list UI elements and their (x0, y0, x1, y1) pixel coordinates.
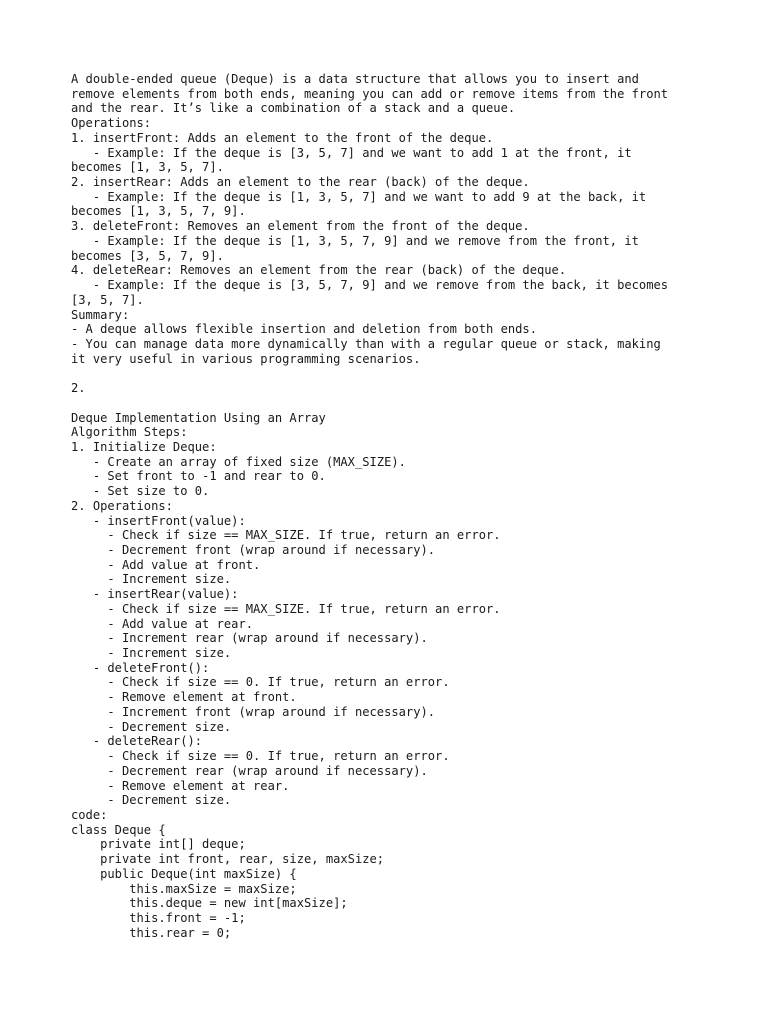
text-line: and the rear. It’s like a combination of a stack and a queue. (71, 101, 516, 116)
text-line: - Check if size == MAX_SIZE. If true, return an error. (71, 601, 501, 616)
text-line: - Decrement size. (71, 793, 232, 808)
text-line: - Example: If the deque is [3, 5, 7] and we want to add 1 at the front, it (71, 145, 632, 160)
text-line: becomes [3, 5, 7, 9]. (71, 248, 224, 263)
text-line: - deleteFront(): (71, 660, 210, 675)
text-line: Deque Implementation Using an Array (71, 410, 326, 425)
text-line: - Check if size == MAX_SIZE. If true, return an error. (71, 528, 501, 543)
text-line: 2. Operations: (71, 498, 173, 513)
text-line: - A deque allows flexible insertion and deletion from both ends. (71, 322, 537, 337)
text-line: - deleteRear(): (71, 734, 203, 749)
text-line (71, 366, 711, 381)
text-line: - Check if size == 0. If true, return an error. (71, 749, 450, 764)
text-line: it very useful in various programming scenarios. (71, 351, 421, 366)
text-line: - Add value at front. (71, 557, 261, 572)
text-line: - Increment size. (71, 646, 232, 661)
text-line: - Example: If the deque is [1, 3, 5, 7, 9] and we remove from the front, it (71, 233, 639, 248)
text-line: - Add value at rear. (71, 616, 254, 631)
text-line: - Check if size == 0. If true, return an error. (71, 675, 450, 690)
text-line: becomes [1, 3, 5, 7, 9]. (71, 204, 246, 219)
text-line: 3. deleteFront: Removes an element from the front of the deque. (71, 219, 530, 234)
text-line: becomes [1, 3, 5, 7]. (71, 160, 224, 175)
text-line: - Increment size. (71, 572, 232, 587)
text-line: this.front = -1; (71, 910, 246, 925)
text-line: this.deque = new int[maxSize]; (71, 896, 348, 911)
text-line: - Decrement size. (71, 719, 232, 734)
text-line: 1. insertFront: Adds an element to the front of the deque. (71, 130, 494, 145)
text-line: - Example: If the deque is [3, 5, 7, 9] and we remove from the back, it becomes (71, 278, 669, 293)
text-line: - insertFront(value): (71, 513, 246, 528)
text-line: private int front, rear, size, maxSize; (71, 852, 385, 867)
text-line: Operations: (71, 116, 152, 131)
text-line: - Increment front (wrap around if necessary). (71, 704, 436, 719)
text-line: - Increment rear (wrap around if necessary). (71, 631, 428, 646)
text-line: 2. (71, 381, 86, 396)
text-line: 4. deleteRear: Removes an element from the rear (back) of the deque. (71, 263, 567, 278)
text-line: - Decrement front (wrap around if necessary). (71, 543, 436, 557)
text-line: private int[] deque; (71, 837, 246, 852)
text-line: - Remove element at front. (71, 690, 297, 705)
text-line: remove elements from both ends, meaning you can add or remove items from the front (71, 86, 669, 101)
text-line: 1. Initialize Deque: (71, 439, 217, 454)
text-line: [3, 5, 7]. (71, 292, 144, 307)
text-line: - Set front to -1 and rear to 0. (71, 469, 326, 484)
text-line: public Deque(int maxSize) { (71, 866, 297, 881)
text-line: - Decrement rear (wrap around if necessary). (71, 763, 428, 778)
text-line: - insertRear(value): (71, 587, 239, 602)
text-line: Algorithm Steps: (71, 425, 188, 440)
text-line: - Example: If the deque is [1, 3, 5, 7] and we want to add 9 at the back, it (71, 189, 647, 204)
text-line: - Create an array of fixed size (MAX_SIZE). (71, 454, 406, 469)
text-line: Summary: (71, 307, 130, 322)
text-line: class Deque { (71, 822, 166, 837)
text-line (71, 396, 711, 411)
text-line: A double-ended queue (Deque) is a data structure that allows you to insert and (71, 72, 639, 86)
text-line: - You can manage data more dynamically than with a regular queue or stack, making (71, 336, 661, 351)
text-line: this.maxSize = maxSize; (71, 881, 297, 896)
text-line: 2. insertRear: Adds an element to the rear (back) of the deque. (71, 175, 530, 190)
text-line: - Set size to 0. (71, 484, 210, 499)
text-line: code: (71, 807, 108, 822)
text-line: - Remove element at rear. (71, 778, 290, 793)
document-body (71, 72, 711, 940)
text-line: this.rear = 0; (71, 925, 232, 940)
